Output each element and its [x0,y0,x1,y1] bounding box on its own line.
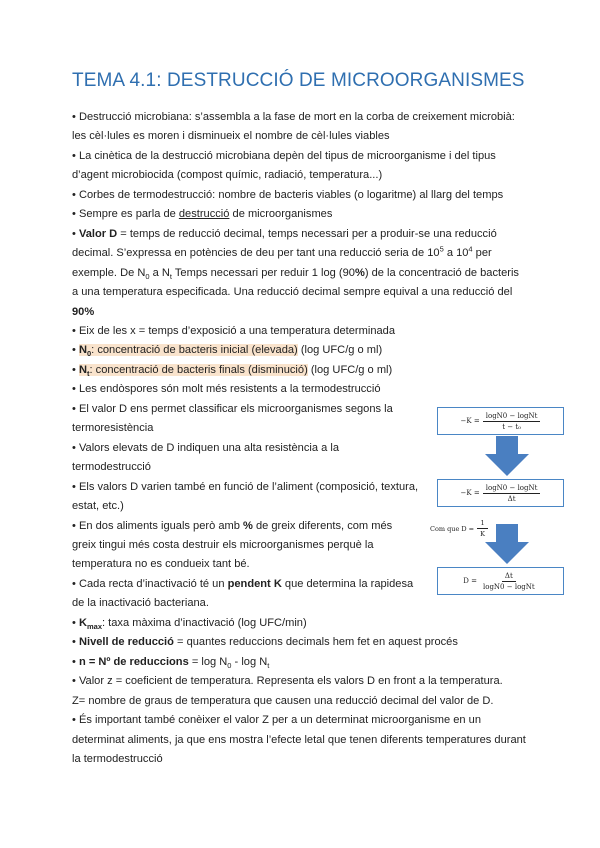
formula-box-k-delta: −K = $\frac{\text{logN0 − logNt}}{\Delta t}$ [437,479,564,507]
bold-term: Valor D [78,227,118,240]
bold-term: Nivell de reducció [78,636,174,649]
line: termoresistència [72,422,154,435]
line: termodestrucció [72,461,151,474]
notes-body [72,108,552,769]
line: • Les endòspores són molt més resistents a la termodestrucció [72,383,381,396]
line: 90% [72,305,95,318]
line: • Valor z = coeficient de temperatura. Representa els valors D en front a la temperatura. [72,675,503,688]
line: • Cada recta d’inactivació té un pendent K que determina la rapidesa [72,577,414,590]
line: • És important també conèixer el valor Z per a un determinat microorganisme en un [72,714,481,727]
line: determinat aliments, ja que ens mostra l’efecte letal que tenen diferents temperatures durant [72,733,526,746]
line: a una temperatura especificada. Una reducció decimal sempre equival a una reducció del [72,286,513,299]
line: de la inactivació bacteriana. [72,597,209,610]
line: • Corbes de termodestrucció: nombre de bacteris viables (o logaritme) al llarg del temps [72,188,504,201]
line: greix tingui més costa destruir els microorganismes perquè la [72,538,374,551]
formula-box-k-slope: −K = $\frac{\text{logN0 − logNt}}{\text{t − t₀}}$ [437,407,564,435]
formula-d-inverse-k: Com que D = $\frac{1}{K}$ [430,519,488,538]
line: • Valors elevats de D indiquen una alta resistència a la [72,441,340,454]
line: • n = Nº de reduccions = $\log N_0$ - $\log N_t$ [72,655,270,670]
line: exemple. De $N_0$ a $N_t$ Temps necessari per reduir 1 log (90%) de la concentració de bacteris [72,266,519,281]
bold-term: n = Nº de reduccions [78,655,189,668]
page-title: TEMA 4.1: DESTRUCCIÓ DE MICROORGANISMES [72,70,525,91]
down-arrow-icon [485,436,529,476]
line: • $K_{max}$: taxa màxima d’inactivació (log UFC/min) [72,616,307,631]
line: • En dos aliments iguals però amb % de greix diferents, com més [72,519,393,532]
highlighted-term: $N_t$: concentració de bacteris finals (disminució) [78,363,308,379]
line: • Sempre es parla de destrucció de microorganismes [72,208,333,221]
line: decimal. S’expressa en potències de deu per tant una reducció seria de $10^5$ a $10^4$ per [72,244,492,260]
line: • Els valors D varien també en funció de l’aliment (composició, textura, [72,480,419,493]
formula-box-d-value: D = $\frac{\Delta t}{\text{logN0 − logNt}}$ [437,567,564,595]
down-arrow-icon [485,524,529,564]
line: • Nivell de reducció = quantes reduccions decimals hem fet en aquest procés [72,636,458,649]
line: les cèl·lules es moren i disminueix el nombre de cèl·lules viables [72,130,390,143]
line: • $N_0$: concentració de bacteris inicial (elevada) (log UFC/g o ml) [72,344,383,359]
line: • El valor D ens permet classificar els microorganismes segons la [72,402,393,415]
underlined-term: destrucció [178,208,230,221]
line: • Eix de les x = temps d’exposició a una temperatura determinada [72,324,396,337]
line: d’agent microbiocida (compost químic, radiació, temperatura...) [72,169,383,182]
line: • Valor D = temps de reducció decimal, temps necessari per a produir-se una reducció [72,227,497,240]
line: • La cinètica de la destrucció microbiana depèn del tipus de microorganisme i del tipus [72,149,496,162]
line: la termodestrucció [72,752,163,765]
line: • Destrucció microbiana: s’assembla a la fase de mort en la corba de creixement microbià: [72,111,515,123]
line: • $N_t$: concentració de bacteris finals (disminució) (log UFC/g o ml) [72,363,393,379]
highlighted-term: $N_0$: concentració de bacteris inicial (elevada) [78,344,298,359]
line: temperatura no es condueix tant bé. [72,558,250,571]
bold-term: pendent K [227,577,282,590]
line: estat, etc.) [72,500,124,513]
line: Z= nombre de graus de temperatura que causen una reducció decimal del valor de D. [72,694,494,707]
